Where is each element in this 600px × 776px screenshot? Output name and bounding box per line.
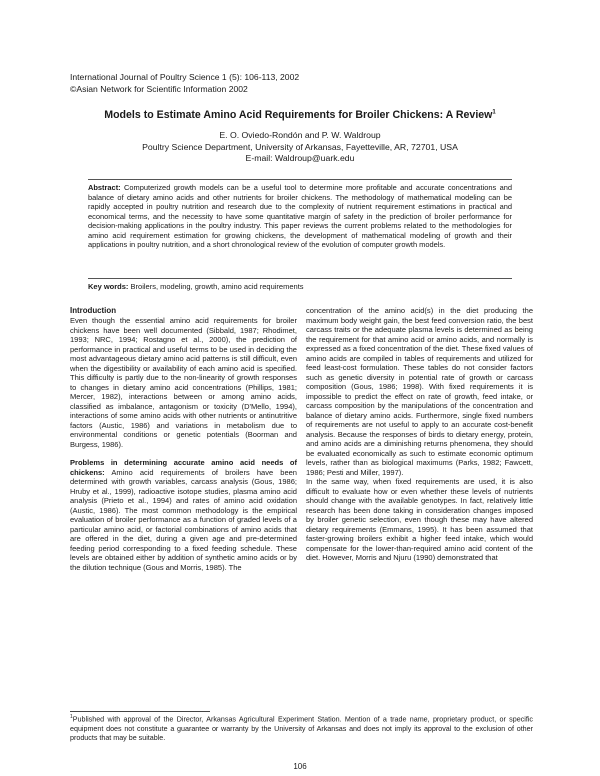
keywords-text: Broilers, modeling, growth, amino acid requirements	[130, 282, 304, 291]
footnote-marker: 1	[70, 714, 73, 720]
introduction-heading: Introduction	[70, 306, 117, 315]
abstract	[88, 183, 512, 250]
abstract-top-rule	[88, 179, 512, 180]
copyright-line: ©Asian Network for Scientific Information 2002	[70, 83, 248, 94]
abstract-label: Abstract:	[88, 183, 121, 192]
left-column	[70, 306, 297, 572]
problems-text: Amino acid requirements of broilers have been determined with growth variables, carcass analysis (Gous, 1986; Hruby et al., 1999), radioactive isotope studies, plasma amino acid analysis (Prieto et al., 1994) and rates of amino acid oxidation (Austic, 1986). The most common methodology is the empirical evaluation of broiler performance as a function of graded levels of a particular amino acid, or factorial combinations of amino acids that are offered in the diet, during a given age and pre-determined feeding period corresponding to a fixed feeding schedule. These levels are obtained either by addition of synthetic amino acids or by the dilution technique (Gous and Morris, 1985). The	[70, 467, 297, 572]
right-column	[306, 306, 533, 563]
journal-citation: International Journal of Poultry Science 1 (5): 106-113, 2002	[70, 72, 300, 82]
keywords-label: Key words:	[88, 282, 129, 291]
footnote	[70, 713, 533, 743]
journal-header	[70, 72, 299, 95]
author-email: E-mail: Waldroup@uark.edu	[245, 153, 355, 164]
page-number: 106	[293, 762, 307, 771]
author-block	[0, 130, 600, 165]
abstract-text: Computerized growth models can be a useful tool to determine more profitable and accurate concentrations and balance of dietary amino acids and other nutrients for broiler chickens. The methodology of mathematical modeling can be rapidly accepted in poultry nutrition and research due to the complexity of nutrient requirement estimations in practical and economical terms, and the necessity to have some quantitative margin of safety in the prediction of broiler performance for decision-making applications in the poultry industry. This paper reviews the current problems related to the methodologies for amino acid requirement estimation for growing chickens, the development of mathematical modeling of growth and their applications in poultry nutrition, and a short chronological review of the evolution of computer growth models.	[88, 183, 512, 250]
problems-heading: Problems in determining accurate amino acid needs of chickens:	[70, 458, 297, 477]
author-names: E. O. Oviedo-Rondón and P. W. Waldroup	[219, 130, 381, 140]
paper-title-text: Models to Estimate Amino Acid Requirements for Broiler Chickens: A Review	[104, 109, 493, 121]
paper-title	[0, 109, 600, 121]
title-footnote-marker: 1	[492, 109, 496, 116]
keywords	[88, 282, 512, 291]
footnote-rule	[70, 711, 210, 712]
footnote-text: Published with approval of the Director, Arkansas Agricultural Experiment Station. Mention of a trade name, proprietary product, or specific equipment does not constitute a guarantee or warranty by the University of Arkansas and does not imply its approval to the exclusion of other products that may be suitable.	[70, 715, 533, 742]
author-affiliation: Poultry Science Department, University of Arkansas, Fayetteville, AR, 72701, USA	[142, 141, 458, 152]
right-paragraph-2: In the same way, when fixed requirements are used, it is also difficult to evaluate how or even whether these levels of nutrients should change with the available genotypes. In fact, relatively little research has been done taking in consideration changes imposed by broiler genetic selection, even though these may have altered dietary requirements (Emmans, 1995). It has been assumed that faster-growing broilers exhibit a higher feed intake, which would compensate for the lower-than-required amino acid content of the diet. However, Morris and Njuru (1990) demonstrated that	[306, 477, 533, 563]
abstract-bottom-rule	[88, 278, 512, 279]
right-paragraph-1: concentration of the amino acid(s) in the diet producing the maximum body weight gain, the best feed conversion ratio, the best carcass traits or the adequate plasma levels is determined as being the requirement for that amino acid or amino acids, and normally is expressed as a fixed concentration of the diet. These fixed values of amino acids are compiled in tables of requirements and utilized for feed least-cost formulation. These tables do not consider factors such as genetic diversity in potential rate of growth or carcass composition (Gous, 1986; 1998). With fixed requirements it is impossible to predict the effect on rate of growth, feed intake, or carcass composition by the manipulations of the concentration and balance of dietary amino acids. Furthermore, single fixed numbers of requirements are not useful to apply to an accurate cost-benefit analysis. Because the responses of birds to dietary energy, protein, and amino acids are a diminishing returns phenomena, they should be evaluated economically as such to estimate economic optimum levels, rather than as biological maximums (Parks, 1982; Fawcett, 1986; Pesti and Miller, 1997).	[306, 306, 533, 477]
introduction-paragraph: Even though the essential amino acid requirements for broiler chickens have been well documented (Sibbald, 1987; Rhodimet, 1993; NRC, 1994; Rostagno et al., 2000), the prediction of performance in practical and useful terms to be used in deciding the most advantageous dietary amino acid patterns is still difficult, even when the digestibility or availability of each amino acid is specified. This difficulty is partly due to the non-linearity of growth responses to changes in dietary amino acid concentrations (Phillips, 1981; Mercer, 1982), interactions between or among amino acids, classified as imbalance, antagonism or toxicity (D'Mello, 1994), interactions of some amino acids with other nutrients or antinutritive factors (Austic, 1986) and variations in metabolism due to environmental conditions or genetic potentials (Boorman and Burgess, 1986).	[70, 316, 297, 449]
problems-paragraph	[70, 458, 297, 572]
